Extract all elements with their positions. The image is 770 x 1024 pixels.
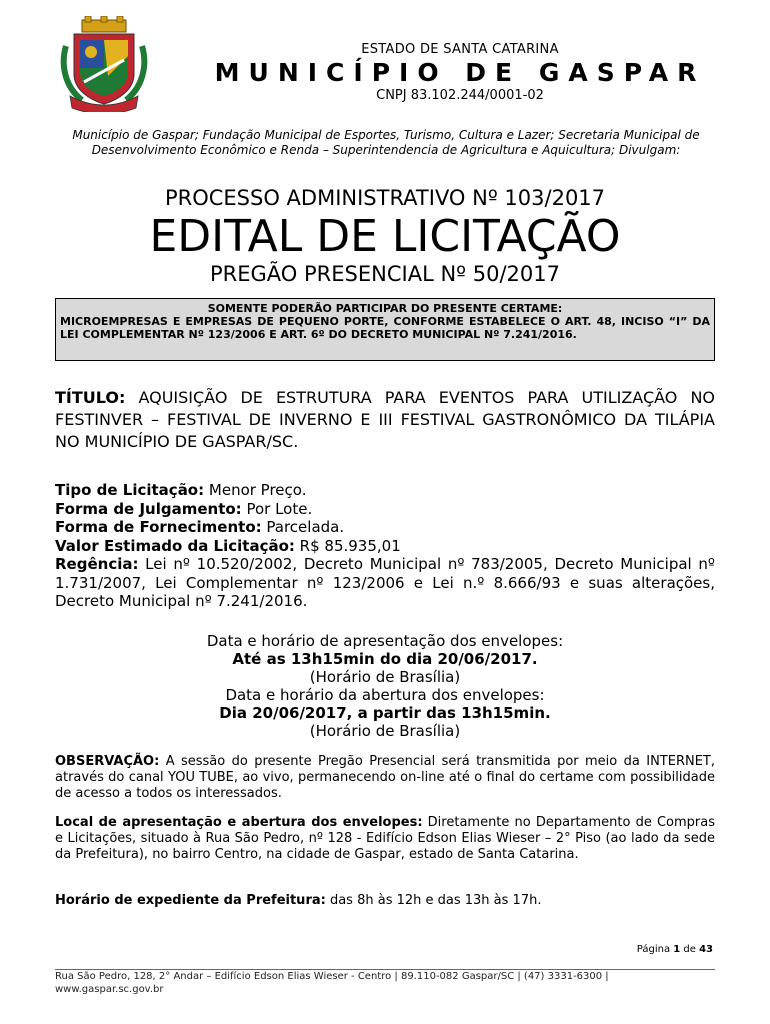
pregao-subtitle: PREGÃO PRESENCIAL Nº 50/2017 xyxy=(210,262,560,286)
dates-line-4: Data e horário da abertura dos envelopes: xyxy=(225,686,545,704)
local-label: Local de apresentação e abertura dos envelopes: xyxy=(55,815,423,830)
footer xyxy=(55,970,715,996)
disclosure-text: Município de Gaspar; Fundação Municipal de Esportes, Turismo, Cultura e Lazer; Secretaria Municipal de Desenvolvimento Econômico e Renda – Superintendencia de Agricultura e Aquicultura; Divulgam: xyxy=(72,128,700,157)
local-paragraph xyxy=(55,815,715,863)
header-cnpj: CNPJ 83.102.244/0001-02 xyxy=(376,88,544,103)
dates-line-2: Até as 13h15min do dia 20/06/2017. xyxy=(232,650,538,668)
horario-label: Horário de expediente da Prefeitura: xyxy=(55,893,326,908)
field-julgamento-value: Por Lote. xyxy=(241,499,313,518)
envelope-dates xyxy=(0,632,770,740)
field-regencia xyxy=(55,555,715,611)
observacao-label: OBSERVAÇÃO: xyxy=(55,754,160,769)
observacao-paragraph xyxy=(55,754,715,802)
process-title: PROCESSO ADMINISTRATIVO Nº 103/2017 xyxy=(164,186,606,210)
notice-body: MICROEMPRESAS E EMPRESAS DE PEQUENO PORTE, CONFORME ESTABELECE O ART. 48, INCISO “I” DA LEI COMPLEMENTAR Nº 123/2006 E ART. 6º DO DECRETO MUNICIPAL Nº 7.241/2016. xyxy=(60,315,710,341)
titulo-paragraph xyxy=(55,387,715,453)
field-valor xyxy=(55,537,715,556)
dates-line-1: Data e horário de apresentação dos envelopes: xyxy=(206,632,564,650)
field-valor-label: Valor Estimado da Licitação: xyxy=(55,536,295,555)
field-julgamento-label: Forma de Julgamento: xyxy=(55,499,242,518)
notice-heading: SOMENTE PODERÃO PARTICIPAR DO PRESENTE CERTAME: xyxy=(207,302,563,315)
participation-notice-box xyxy=(55,298,715,361)
licitacao-fields xyxy=(55,481,715,611)
dates-line-6: (Horário de Brasília) xyxy=(309,722,461,740)
titulo-text: AQUISIÇÃO DE ESTRUTURA PARA EVENTOS PARA UTILIZAÇÃO NO FESTINVER – FESTIVAL DE INVERNO E III FESTIVAL GASTRONÔMICO DA TILÁPIA NO MUNICÍPIO DE GASPAR/SC. xyxy=(55,388,715,451)
field-regencia-label: Regência: xyxy=(55,555,139,573)
titulo-label: TÍTULO: xyxy=(55,388,126,407)
page-number xyxy=(637,944,713,955)
field-fornecimento-value: Parcelada. xyxy=(261,518,345,536)
footer-website-link[interactable]: www.gaspar.sc.gov.br xyxy=(55,984,164,995)
field-valor-value: R$ 85.935,01 xyxy=(294,536,401,555)
dates-line-5: Dia 20/06/2017, a partir das 13h15min. xyxy=(219,704,551,722)
local-text: Diretamente no Departamento de Compras e Licitações, situado à Rua São Pedro, nº 128 - Edifício Edson Elias Wieser – 2° Piso (ao lado da sede da Prefeitura), no bairro Centro, na cidade de Gaspar, estado de Santa Catarina. xyxy=(55,815,716,862)
dates-line-3: (Horário de Brasília) xyxy=(309,668,461,686)
page-current: 1 xyxy=(673,944,681,955)
observacao-text: A sessão do presente Pregão Presencial será transmitida por meio da INTERNET, através do canal YOU TUBE, ao vivo, permanecendo on-line até o final do certame com possibilidade de acesso a todos os interessados. xyxy=(55,754,715,801)
field-fornecimento xyxy=(55,518,715,537)
header-state: ESTADO DE SANTA CATARINA xyxy=(361,42,559,57)
field-tipo-label: Tipo de Licitação: xyxy=(55,481,205,499)
municipal-coat-of-arms-icon xyxy=(58,16,150,112)
edital-title: EDITAL DE LICITAÇÃO xyxy=(149,211,621,262)
horario-paragraph xyxy=(55,893,715,909)
field-tipo xyxy=(55,481,715,500)
field-tipo-value: Menor Preço. xyxy=(204,481,307,499)
field-fornecimento-label: Forma de Fornecimento: xyxy=(55,518,262,536)
header-municipality: MUNICÍPIO DE GASPAR xyxy=(214,58,706,87)
field-regencia-value: Lei nº 10.520/2002, Decreto Municipal nº 783/2005, Decreto Municipal nº 1.731/2007, Lei Complementar nº 123/2006 e Lei n.º 8.666/93 e suas alterações, Decreto Municipal nº 7.241/2016. xyxy=(55,555,715,610)
field-julgamento xyxy=(55,500,715,519)
page-of: de xyxy=(680,944,700,955)
footer-address: Rua São Pedro, 128, 2° Andar – Edifício Edson Elias Wieser - Centro | 89.110-082 Gaspar/SC | (47) 3331-6300 | xyxy=(55,971,609,982)
page-total: 43 xyxy=(699,944,713,955)
horario-text: das 8h às 12h e das 13h às 17h. xyxy=(325,893,542,908)
page-prefix: Página xyxy=(636,944,674,955)
